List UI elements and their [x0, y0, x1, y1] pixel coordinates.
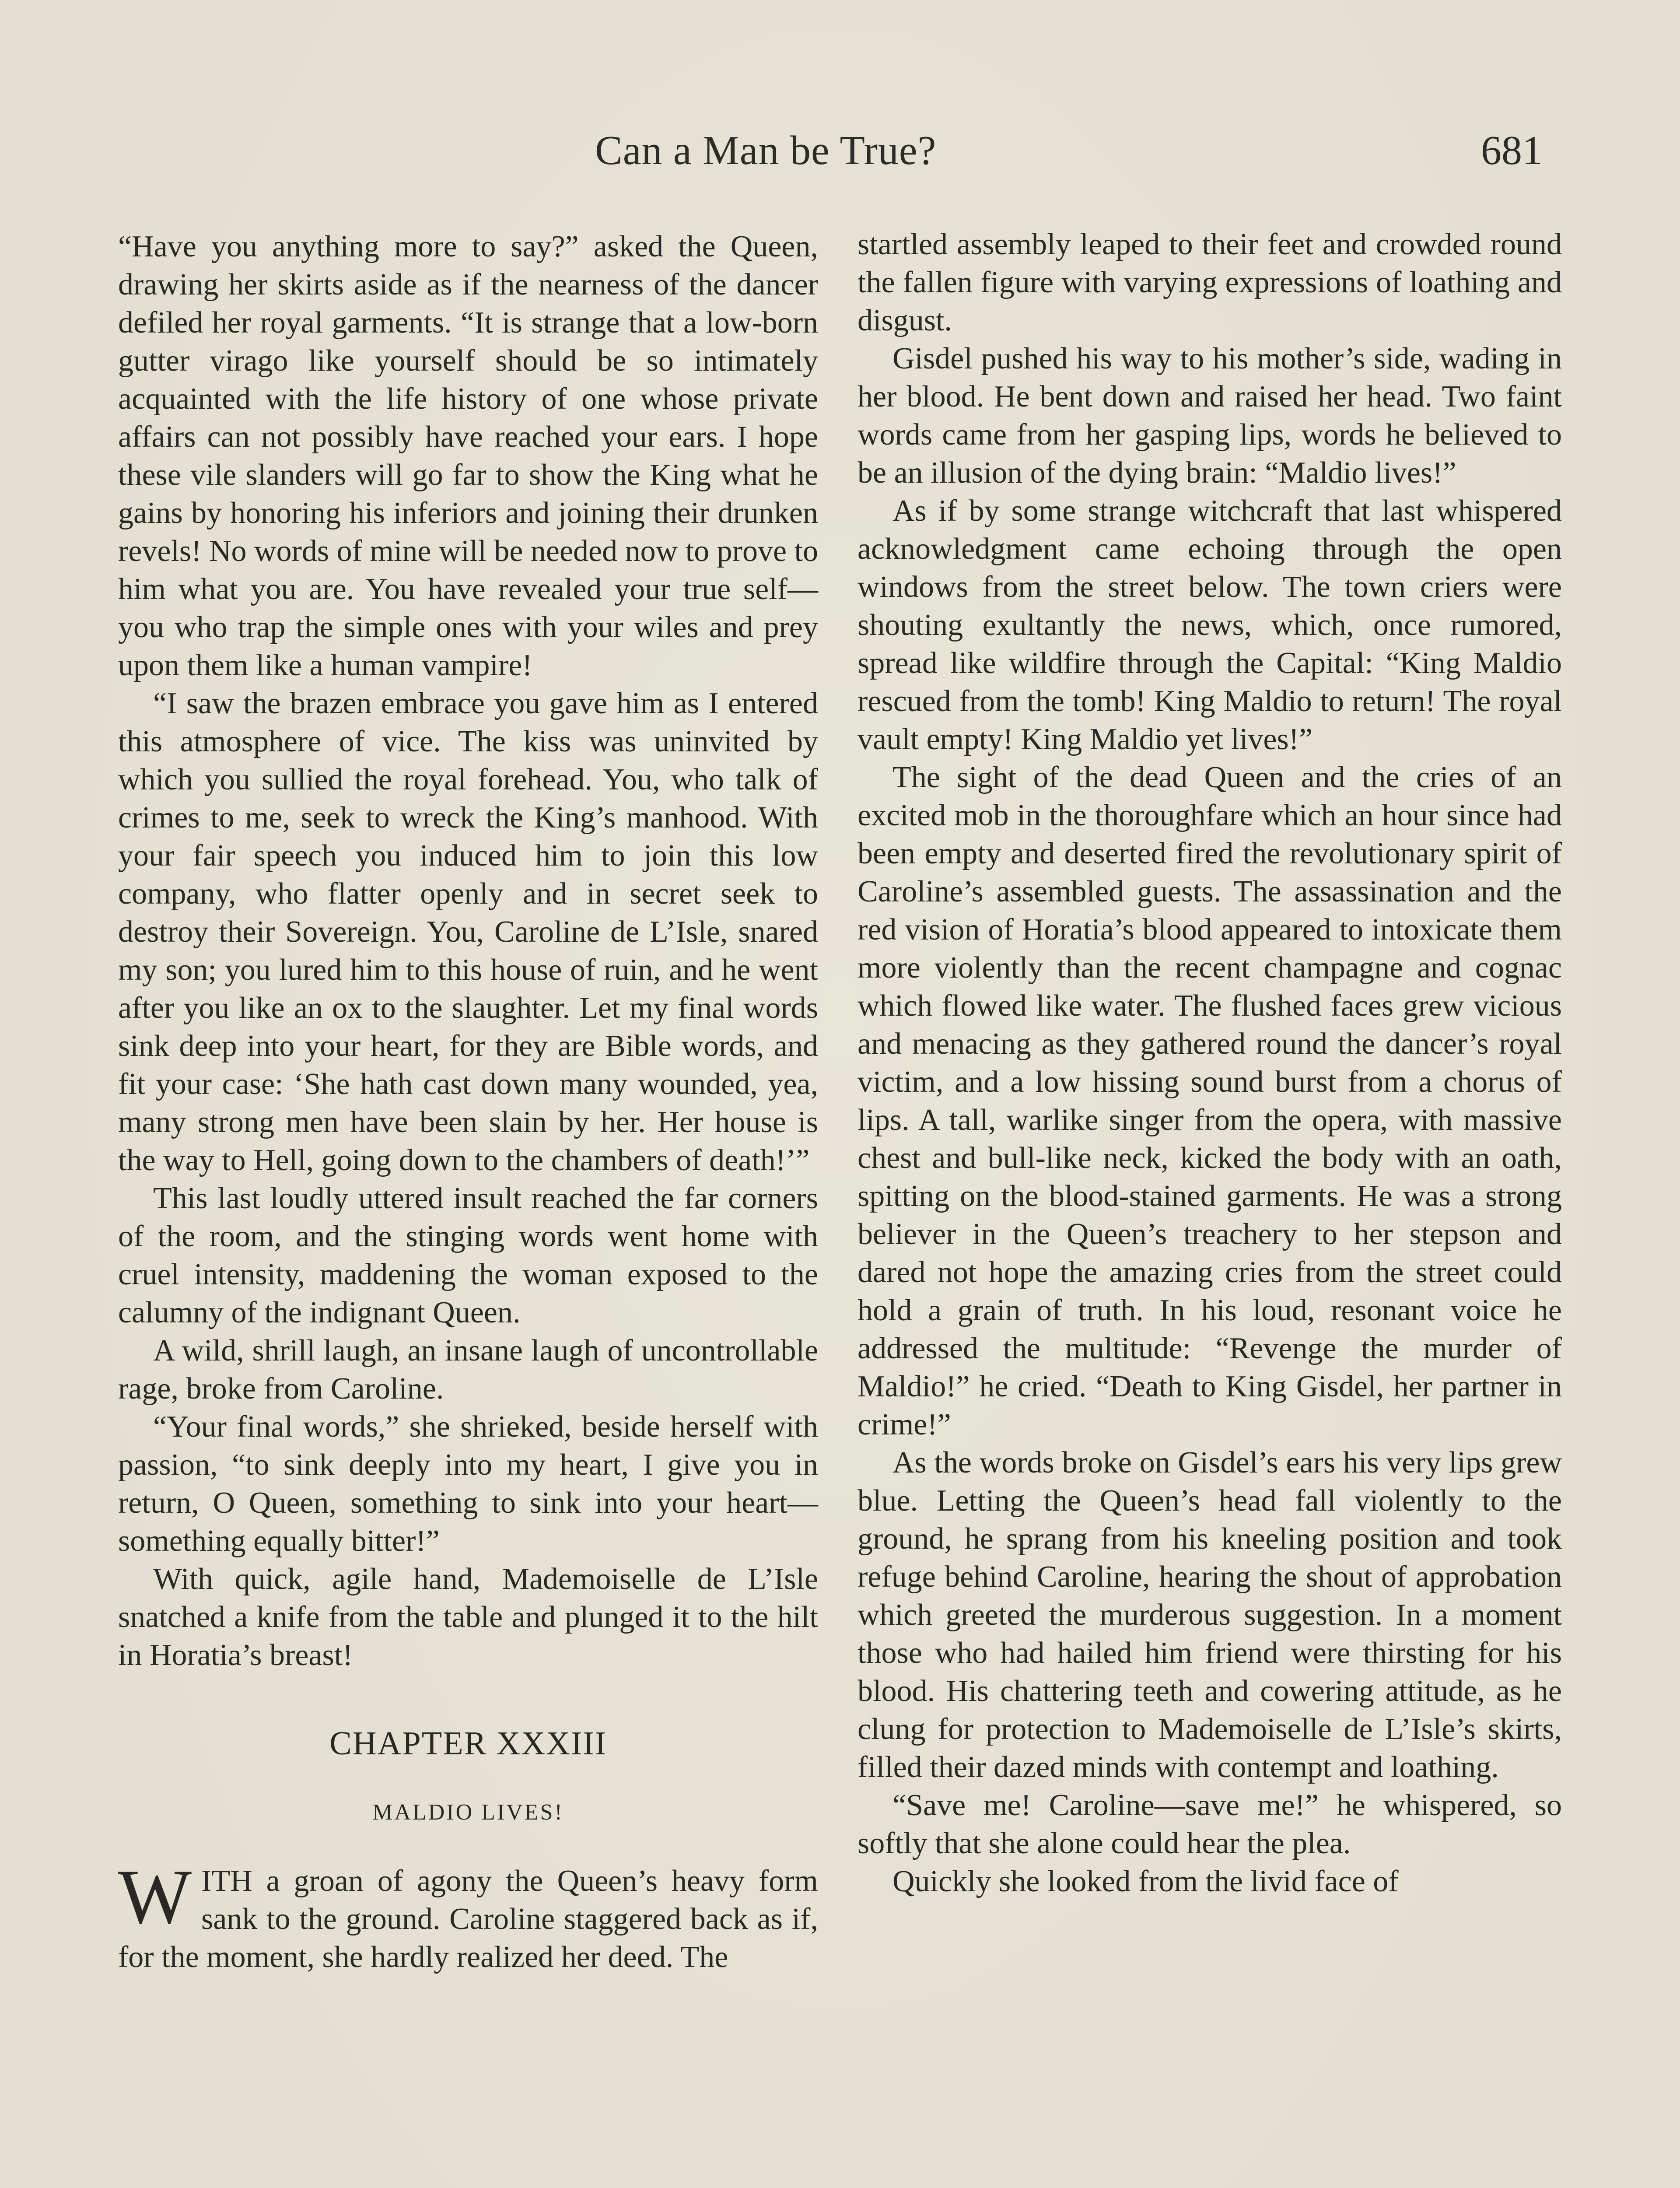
left-paragraph-2: “I saw the brazen embrace you gave him as I entered this atmosphere of vice. The kiss was uninvited by which you sullied the royal forehead. You, who talk of crimes to me, seek to wreck the King’s manhood. With your fair speech you induced him to join this low company, who flatter openly and in secret seek to destroy their Sovereign. You, Caroline de L’Isle, snared my son; you lured him to this house of ruin, and he went after you like an ox to the slaughter. Let my final words sink deep into your heart, for they are Bible words, and fit your case: ‘She hath cast down many wounded, yea, many strong men have been slain by her. Her house is the way to Hell, going down to the chambers of death!’” — [118, 687, 818, 1177]
chapter-subtitle: MALDIO LIVES! — [372, 1800, 564, 1825]
running-head — [0, 127, 1680, 175]
right-paragraph-2: Gisdel pushed his way to his mother’s side, wading in her blood. He bent down and raised her head. Two faint words came from her gasping lips, words he believed to be an illusion of the dying brain: “Maldio lives!” — [858, 342, 1562, 490]
right-paragraph-4: The sight of the dead Queen and the cries of an excited mob in the thoroughfare which an hour since had been empty and deserted fired the revolutionary spirit of Caroline’s assembled guests. The assassination and the red vision of Horatia’s blood appeared to intoxicate them more violently than the recent champagne and cognac which flowed like water. The flushed faces grew vicious and menacing as they gathered round the dancer’s royal victim, and a low hissing sound burst from a chorus of lips. A tall, warlike singer from the opera, with massive chest and bull-like neck, kicked the body with an oath, spitting on the blood-stained garments. He was a strong believer in the Queen’s treachery to her stepson and dared not hope the amazing cries from the street could hold a grain of truth. In his loud, resonant voice he addressed the multitude: “Revenge the murder of Maldio!” he cried. “Death to King Gisdel, her partner in crime!” — [858, 761, 1562, 1441]
chapter-opening-text: ITH a groan of agony the Queen’s heavy form sank to the ground. Caroline staggered back as if, for the moment, she hardly realized her deed. The — [118, 1864, 818, 1974]
left-column — [118, 228, 818, 1976]
right-column — [858, 225, 1562, 1900]
page-number: 681 — [1481, 128, 1543, 173]
left-paragraph-1: “Have you anything more to say?” asked the Queen, drawing her skirts aside as if the nearness of the dancer defiled her royal garments. “It is strange that a low-born gutter virago like yourself should be so intimately acquainted with the life history of one whose private affairs can not possibly have reached your ears. I hope these vile slanders will go far to show the King what he gains by honoring his inferiors and joining their drunken revels! No words of mine will be needed now to prove to him what you are. You have revealed your true self—you who trap the simple ones with your wiles and prey upon them like a human vampire! — [118, 230, 818, 682]
right-paragraph-3: As if by some strange witchcraft that last whispered acknowledgment came echoing through the open windows from the street below. The town criers were shouting exultantly the news, which, once rumored, spread like wildfire through the Capital: “King Maldio rescued from the tomb! King Maldio to return! The royal vault empty! King Maldio yet lives!” — [858, 494, 1562, 756]
drop-cap: W — [118, 1853, 192, 1940]
right-paragraph-7: Quickly she looked from the livid face of — [892, 1865, 1399, 1898]
left-paragraph-6: With quick, agile hand, Mademoiselle de L’Isle snatched a knife from the table and plunged it to the hilt in Horatia’s breast! — [118, 1562, 818, 1672]
right-paragraph-6: “Save me! Caroline—save me!” he whispered, so softly that she alone could hear the plea. — [858, 1788, 1562, 1860]
right-paragraph-1: startled assembly leaped to their feet and crowded round the fallen figure with varying expressions of loathing and disgust. — [858, 228, 1562, 337]
running-head-title: Can a Man be True? — [595, 128, 937, 173]
left-paragraph-4: A wild, shrill laugh, an insane laugh of uncontrollable rage, broke from Caroline. — [118, 1334, 818, 1406]
right-paragraph-5: As the words broke on Gisdel’s ears his very lips grew blue. Letting the Queen’s head fall violently to the ground, he sprang from his kneeling position and took refuge behind Caroline, hearing the shout of approbation which greeted the murderous suggestion. In a moment those who had hailed him friend were thirsting for his blood. His chattering teeth and cowering attitude, as he clung for protection to Mademoiselle de L’Isle’s skirts, filled their dazed minds with contempt and loathing. — [858, 1446, 1562, 1784]
left-paragraph-3: This last loudly uttered insult reached the far corners of the room, and the stinging words went home with cruel intensity, maddening the woman exposed to the calumny of the indignant Queen. — [118, 1182, 818, 1329]
left-paragraph-5: “Your final words,” she shrieked, beside herself with passion, “to sink deeply into my heart, I give you in return, O Queen, something to sink into your heart—something equally bitter!” — [118, 1410, 818, 1558]
chapter-heading: CHAPTER XXXIII — [329, 1725, 607, 1762]
chapter-opening-paragraph — [118, 1853, 818, 1976]
